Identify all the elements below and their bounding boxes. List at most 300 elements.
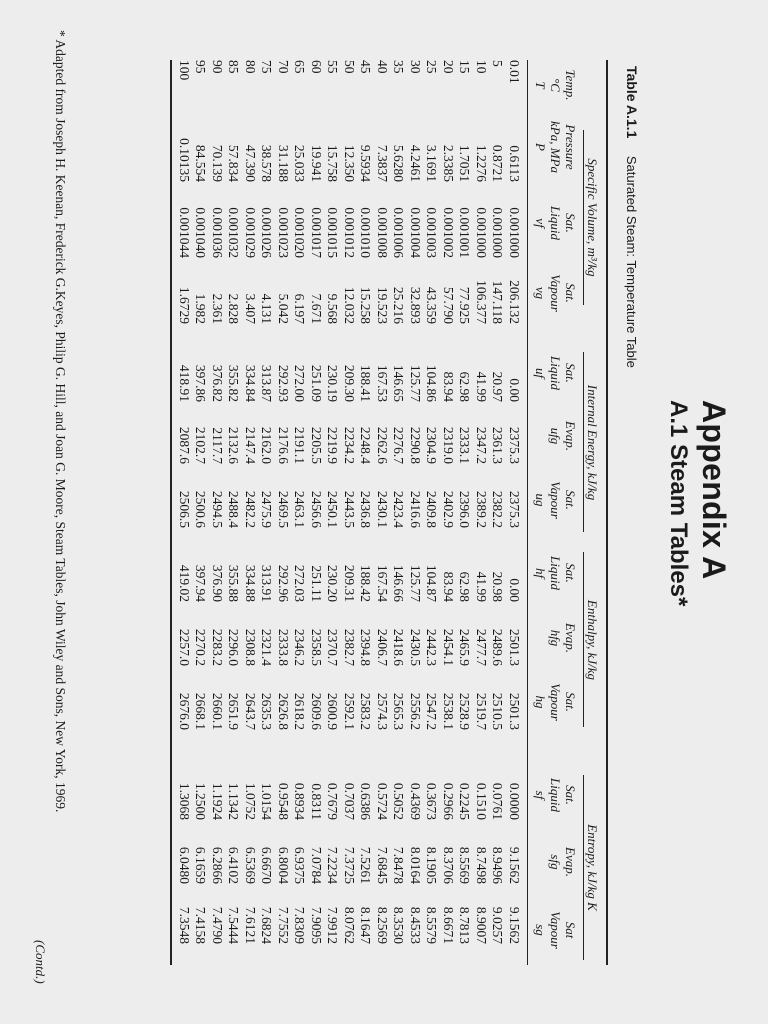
table-cell: 2450.1 [325,490,341,528]
col-header-sfg [548,832,578,892]
table-cell: 7.6845 [374,846,390,884]
table-cell: 0.8934 [292,782,308,820]
table-cell: 2494.5 [209,490,225,528]
table-cell: 2463.1 [292,490,308,528]
table-row [390,60,407,944]
table-cell: 32.893 [407,286,423,324]
table-cell: 70 [275,60,291,74]
table-cell: 2283.2 [209,628,225,666]
col-header-hg [533,672,578,732]
table-cell: 230.19 [325,364,341,402]
table-cell: 0.9548 [275,782,291,820]
table-cell: 230.20 [325,564,341,602]
table-cell: 2402.9 [440,490,456,528]
table-cell: 2660.1 [209,692,225,730]
table-row [341,60,358,944]
table-cell: 7.7552 [275,906,291,944]
table-cell: 8.4533 [407,906,423,944]
table-cell: 8.9007 [473,906,489,944]
table-cell: 8.7813 [457,906,473,944]
table-cell: 7.671 [308,293,324,324]
table-cell: 209.30 [341,364,357,402]
col-header-line1: Sat. [563,563,578,583]
table-cell: 419.02 [176,564,192,602]
appendix-title: Appendix A [696,400,732,580]
col-header-symbol: ufg [548,427,563,445]
table-cell: 7.9912 [325,906,341,944]
table-cell: 6.1659 [193,846,209,884]
table-row [440,60,457,944]
table-cell: 2592.1 [341,692,357,730]
table-cell: 125.77 [407,364,423,402]
col-header-line1: Sat. [563,213,578,233]
table-cell: 2501.3 [506,692,522,730]
table-cell: 7.3725 [341,846,357,884]
group-header-internal-energy: Internal Energy, kJ/kg [585,384,600,501]
table-cell: 8.5579 [424,906,440,944]
col-header-symbol: ug [533,493,548,507]
table-cell: 7.6121 [242,906,258,944]
table-cell: 2635.3 [259,692,275,730]
table-cell: 0.4369 [407,782,423,820]
col-header-symbol: T [533,81,548,89]
table-cell: 2583.2 [358,692,374,730]
table-cell: 0.001017 [308,207,324,258]
table-cell: 8.9496 [490,846,506,884]
table-cell: 2416.6 [407,490,423,528]
table-row [225,60,242,944]
table-cell: 292.96 [275,564,291,602]
table-cell: 2.361 [209,293,225,324]
table-cell: 6.9375 [292,846,308,884]
col-header-line1: Pressure [563,124,578,170]
table-cell: 2205.5 [308,426,324,464]
table-cell: 10 [473,60,489,74]
table-cell: 2319.0 [440,426,456,464]
table-cell: 9.0257 [490,906,506,944]
table-cell: 2308.8 [242,628,258,666]
table-cell: 20.98 [490,571,506,602]
table-cell: 0.001010 [358,207,374,258]
table-cell: 7.0784 [308,846,324,884]
table-cell: 8.7498 [473,846,489,884]
table-cell: 2382.2 [490,490,506,528]
table-cell: 8.0762 [341,906,357,944]
group-header-specific-volume: Specific Volume, m³/kg [585,158,600,277]
table-cell: 2488.4 [226,490,242,528]
col-header-symbol: P [533,143,548,151]
table-cell: 167.53 [374,364,390,402]
table-cell: 2117.7 [209,427,225,464]
table-cell: 7.5444 [226,906,242,944]
table-cell: 125.77 [407,564,423,602]
table-cell: 62.98 [457,371,473,402]
table-cell: 0.00 [506,578,522,602]
table-cell: 2389.2 [473,490,489,528]
table-cell: 2147.4 [242,426,258,464]
table-cell: 2618.2 [292,692,308,730]
table-cell: 2347.2 [473,426,489,464]
col-header-line2: kPa, MPa [548,121,563,173]
col-header-temp [533,60,578,110]
table-row [275,60,292,944]
table-cell: 2465.9 [457,628,473,666]
col-header-symbol: sf [533,790,548,800]
table-cell: 9.568 [325,293,341,324]
table-cell: 100 [176,60,192,81]
table-cell: 7.8478 [391,846,407,884]
table-cell: 8.3530 [391,906,407,944]
table-cell: 2234.2 [341,426,357,464]
table-row [176,60,193,944]
table-cell: 5 [490,60,506,67]
table-cell: 60 [308,60,324,74]
table-cell: 30 [407,60,423,74]
col-header-line1: Sat. [563,283,578,303]
table-cell: 0.2966 [440,782,456,820]
table-cell: 7.8309 [292,906,308,944]
table-row [192,60,209,944]
table-cell: 0.001000 [473,207,489,258]
table-cell: 5.6280 [391,144,407,182]
col-header-symbol: hf [533,567,548,579]
table-cell: 41.99 [473,571,489,602]
col-header-ufg [548,408,578,464]
table-cell: 0.6113 [506,145,522,182]
table-cell: 12.350 [341,144,357,182]
group-header-entropy: Entropy, kJ/kg K [585,824,600,911]
table-cell: 251.09 [308,364,324,402]
table-cell: 6.6670 [259,846,275,884]
table-cell: 104.86 [424,364,440,402]
table-cell: 20.97 [490,371,506,402]
table-cell: 206.132 [506,280,522,324]
col-header-line2: Vapour [548,274,563,312]
table-cell: 1.1342 [226,782,242,820]
table-cell: 1.7051 [457,144,473,182]
col-header-vg [533,262,578,324]
table-cell: 2626.8 [275,692,291,730]
table-cell: 2565.3 [391,692,407,730]
table-cell: 2489.6 [490,628,506,666]
table-row [291,60,308,944]
table-cell: 418.91 [176,364,192,402]
table-cell: 43.359 [424,286,440,324]
table-cell: 2475.9 [259,490,275,528]
col-header-symbol: vg [533,286,548,300]
col-header-line1: Temp. [563,69,578,101]
table-cell: 2191.1 [292,426,308,464]
table-cell: 0.1510 [473,782,489,820]
col-header-line2: Evap. [563,847,578,877]
table-cell: 95 [193,60,209,74]
table-cell: 0.001026 [259,207,275,258]
col-header-line2: Vapour [548,911,563,949]
table-cell: 50 [341,60,357,74]
col-header-line2: Liquid [548,778,563,812]
col-header-line2: Evap. [563,421,578,451]
col-header-symbol: uf [533,367,548,379]
col-header-line1: Sat [563,921,578,939]
table-cell: 2394.8 [358,628,374,666]
table-cell: 25.216 [391,286,407,324]
col-header-symbol: hfg [548,629,563,647]
table-row [242,60,259,944]
table-cell: 0.7679 [325,782,341,820]
header-bottom-rule [527,60,528,965]
table-cell: 0.001032 [226,207,242,258]
table-cell: 0.001044 [176,207,192,258]
col-header-line2: Liquid [548,356,563,390]
table-cell: 1.0752 [242,782,258,820]
table-cell: 90 [209,60,225,74]
table-cell: 251.11 [308,565,324,602]
table-cell: 19.941 [308,144,324,182]
table-cell: 2358.5 [308,628,324,666]
table-cell: 188.41 [358,364,374,402]
table-cell: 2574.3 [374,692,390,730]
table-cell: 397.94 [193,564,209,602]
table-cell: 2370.7 [325,628,341,666]
table-cell: 2296.0 [226,628,242,666]
table-cell: 2375.3 [506,490,522,528]
table-cell: 355.82 [226,364,242,402]
table-cell: 1.2276 [473,144,489,182]
table-cell: 8.0164 [407,846,423,884]
col-header-line1: Sat. [563,692,578,712]
table-cell: 2651.9 [226,692,242,730]
table-cell: 2442.3 [424,628,440,666]
col-header-hfg [548,610,578,666]
table-cell: 2375.3 [506,426,522,464]
table-cell: 147.118 [490,280,506,324]
table-cell: 2382.7 [341,628,357,666]
table-caption-text: Saturated Steam: Temperature Table [624,155,639,368]
table-cell: 7.9095 [308,906,324,944]
table-cell: 0.5724 [374,782,390,820]
table-cell: 7.2234 [325,846,341,884]
table-cell: 272.03 [292,564,308,602]
table-cell: 2500.6 [193,490,209,528]
table-cell: 376.82 [209,364,225,402]
table-cell: 80 [242,60,258,74]
table-cell: 1.1924 [209,782,225,820]
table-cell: 83.94 [440,571,456,602]
col-header-line1: Sat. [563,490,578,510]
table-cell: 2257.0 [176,628,192,666]
table-cell: 292.93 [275,364,291,402]
table-cell: 7.5261 [358,846,374,884]
table-cell: 85 [226,60,242,74]
table-cell: 57.834 [226,144,242,182]
table-cell: 6.2866 [209,846,225,884]
table-cell: 0.0761 [490,782,506,820]
table-cell: 2333.1 [457,426,473,464]
table-cell: 0.00 [506,378,522,402]
table-cell: 0.5052 [391,782,407,820]
table-cell: 77.925 [457,286,473,324]
table-cell: 2436.8 [358,490,374,528]
col-header-line1: Sat. [563,363,578,383]
table-cell: 146.66 [391,564,407,602]
table-cell: 15 [457,60,473,74]
table-cell: 2668.1 [193,692,209,730]
table-cell: 355.88 [226,564,242,602]
table-cell: 5.042 [275,293,291,324]
col-header-uf [533,345,578,401]
table-cell: 0.001001 [457,207,473,258]
table-body [176,60,523,944]
table-cell: 2333.8 [275,628,291,666]
table-cell: 2346.2 [292,628,308,666]
col-header-symbol: hg [533,695,548,709]
table-cell: 2406.7 [374,628,390,666]
group-rule-specific-volume [583,130,584,305]
table-cell: 0.8721 [490,144,506,182]
table-cell: 2501.3 [506,628,522,666]
table-cell: 0.6386 [358,782,374,820]
col-header-sg [533,900,578,960]
table-cell: 313.87 [259,364,275,402]
table-cell: 2423.4 [391,490,407,528]
table-cell: 6.197 [292,293,308,324]
table-cell: 6.8004 [275,846,291,884]
table-cell: 65 [292,60,308,74]
table-cell: 334.84 [242,364,258,402]
col-header-ug [533,470,578,530]
col-header-line2: Vapour [548,683,563,721]
table-row [258,60,275,944]
table-cell: 2547.2 [424,692,440,730]
table-cell: 0.001023 [275,207,291,258]
table-cell: 2290.8 [407,426,423,464]
table-top-rule [606,60,608,965]
table-cell: 75 [259,60,275,74]
table-cell: 0.001012 [341,207,357,258]
table-cell: 2361.3 [490,426,506,464]
table-cell: 2262.6 [374,426,390,464]
table-cell: 25.033 [292,144,308,182]
table-cell: 35 [391,60,407,74]
table-cell: 146.65 [391,364,407,402]
table-cell: 2162.0 [259,426,275,464]
table-cell: 47.390 [242,144,258,182]
table-cell: 7.6824 [259,906,275,944]
table-cell: 272.00 [292,364,308,402]
table-cell: 0.7037 [341,782,357,820]
table-cell: 2556.2 [407,692,423,730]
table-row [407,60,424,944]
table-cell: 19.523 [374,286,390,324]
table-cell: 1.3068 [176,782,192,820]
table-cell: 2609.6 [308,692,324,730]
table-row [506,60,523,944]
table-cell: 2519.7 [473,692,489,730]
table-cell: 2270.2 [193,628,209,666]
table-cell: 0.001029 [242,207,258,258]
table-cell: 62.98 [457,571,473,602]
table-cell: 2643.7 [242,692,258,730]
table-cell: 106.377 [473,280,489,324]
col-header-pressure [533,112,578,182]
table-cell: 2430.5 [407,628,423,666]
table-cell: 2304.9 [424,426,440,464]
table-cell: 40 [374,60,390,74]
table-cell: 9.1562 [506,846,522,884]
table-cell: 45 [358,60,374,74]
table-cell: 397.86 [193,364,209,402]
table-row [423,60,440,944]
appendix-subtitle: A.1 Steam Tables* [665,400,692,607]
table-cell: 2087.6 [176,426,192,464]
table-cell: 0.001000 [506,207,522,258]
table-cell: 57.790 [440,286,456,324]
table-cell: 7.3837 [374,144,390,182]
table-cell: 8.3706 [440,846,456,884]
table-cell: 15.258 [358,286,374,324]
table-cell: 0.001006 [391,207,407,258]
table-cell: 15.758 [325,144,341,182]
table-cell: 0.001008 [374,207,390,258]
table-cell: 0.001015 [325,207,341,258]
steam-table [176,60,523,944]
col-header-sf [533,765,578,825]
group-header-enthalpy: Enthalpy, kJ/kg [585,599,600,681]
table-cell: 1.982 [193,293,209,324]
table-cell: 8.5569 [457,846,473,884]
table-cell: 0.3673 [424,782,440,820]
table-cell: 2482.2 [242,490,258,528]
table-cell: 9.1562 [506,906,522,944]
group-rule-internal-energy [583,352,584,532]
col-header-line2: Liquid [548,556,563,590]
table-cell: 2443.5 [341,490,357,528]
table-cell: 1.6729 [176,286,192,324]
col-header-line1: Sat. [563,785,578,805]
table-cell: 2176.6 [275,426,291,464]
table-cell: 2430.1 [374,490,390,528]
col-header-symbol: vf [533,218,548,228]
table-cell: 8.1647 [358,906,374,944]
table-cell: 4.131 [259,293,275,324]
table-cell: 7.3548 [176,906,192,944]
table-cell: 31.188 [275,144,291,182]
table-cell: 334.88 [242,564,258,602]
table-cell: 6.0480 [176,846,192,884]
table-cell: 2276.7 [391,426,407,464]
continued-label: (Contd.) [33,940,48,984]
table-cell: 2477.7 [473,628,489,666]
table-cell: 2321.4 [259,628,275,666]
table-cell: 2538.1 [440,692,456,730]
table-cell: 0.10135 [176,138,192,182]
table-cell: 313.91 [259,564,275,602]
table-cell: 2219.9 [325,426,341,464]
table-cell: 2102.7 [193,426,209,464]
table-cell: 2528.9 [457,692,473,730]
table-cell: 25 [424,60,440,74]
footnote: * Adapted from Joseph H. Keenan, Frederick G.Keyes, Philip G. Hill, and Joan G. Moore, Steam Tables, John Wiley and Sons, New York, 1969. [53,30,68,813]
table-cell: 2.828 [226,293,242,324]
table-row [308,60,325,944]
table-cell: 2454.1 [440,628,456,666]
table-cell: 8.2569 [374,906,390,944]
table-cell: 20 [440,60,456,74]
col-header-line2: Vapour [548,481,563,519]
group-rule-enthalpy [583,552,584,727]
col-header-hf [533,545,578,601]
table-cell: 2132.6 [226,426,242,464]
